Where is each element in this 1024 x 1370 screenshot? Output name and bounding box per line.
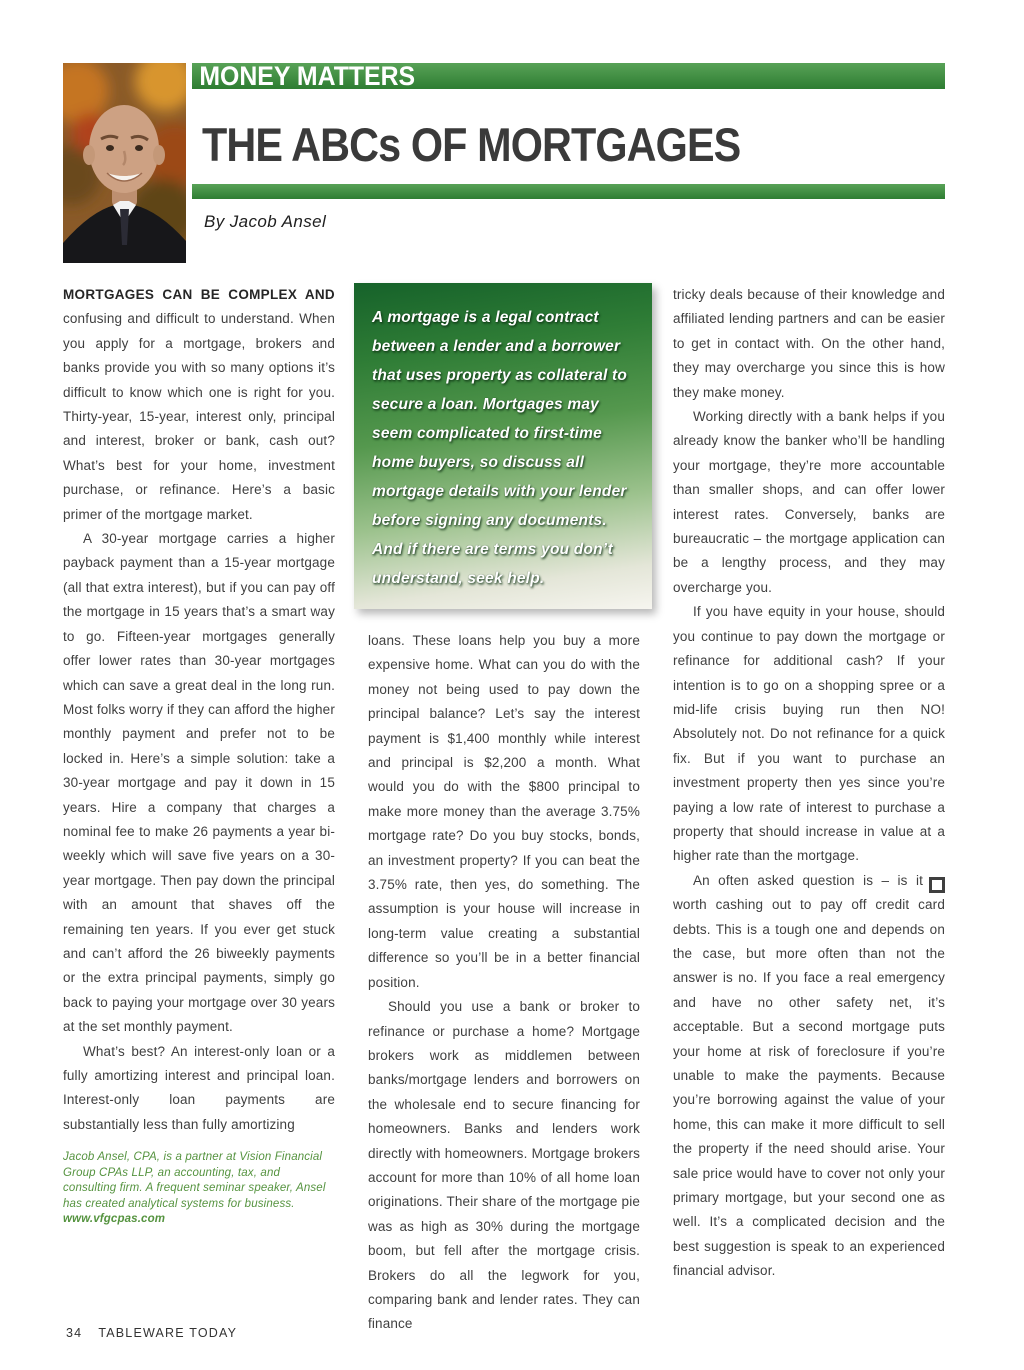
lead-in-text: MORTGAGES CAN BE COMPLEX AND: [63, 287, 335, 302]
body-paragraph: loans. These loans help you buy a more expensive home. What can you do with the money not being used to pay down the principal balance? Let’s say the interest payment is $1,400 monthly while interest and principal is $2,200 a month. What would you do with the $800 principal to make more money than the average 3.75% mortgage rate? Do you buy stocks, bonds, an investment property? If you can beat the 3.75% rate, then yes, do something. The assumption is your house will increase in long-term value creating a substantial difference so you’ll be in a better financial position.: [368, 633, 640, 990]
column-1: [63, 283, 335, 1337]
title-rule-bar: [192, 184, 945, 199]
column-2: [368, 283, 640, 1337]
page-number: 34: [66, 1326, 83, 1340]
section-title: MONEY MATTERS: [199, 60, 416, 91]
body-paragraph: Working directly with a bank helps if you already know the banker who’ll be handling your mortgage, they’re more accountable than smaller shops, and can offer lower interest rates. Conversely, banks are bureaucratic – the mortgage application can be a lengthy process, and they may overcharge you.: [673, 409, 945, 595]
article-body: [63, 283, 945, 1337]
body-paragraph: [63, 283, 335, 527]
magazine-name: TABLEWARE TODAY: [98, 1326, 238, 1340]
body-paragraph: If you have equity in your house, should you continue to pay down the mortgage or refinance for additional cash? If your intention is to go on a shopping spree or a mid-life crisis buying run then NO! Absolutely not. Do not refinance for a quick fix. But if you want to purchase an investment property then yes since you’re paying a low rate of interest to purchase a property that should increase in value at a higher rate than the mortgage.: [673, 604, 945, 864]
section-banner: [192, 60, 945, 91]
column-3: [673, 283, 945, 1337]
author-photo-illustration: [63, 63, 186, 263]
pull-quote-text: A mortgage is a legal contract between a lender and a borrower that uses property as collateral to secure a loan. Mortgages may seem complicated to first-time home buyers, so discuss all mortgage details with your lender before signing any documents. And if there are terms you don’t understand, seek help.: [372, 309, 628, 587]
author-bio-text: Jacob Ansel, CPA, is a partner at Vision Financial Group CPAs LLP, an accounting, tax, and consulting firm. A frequent seminar speaker, Ansel has created analytical systems for business.: [63, 1151, 326, 1210]
header-titles: [186, 60, 945, 263]
body-paragraph: Should you use a bank or broker to refinance or purchase a home? Mortgage brokers work as middlemen between banks/mortgage lenders and borrowers on the wholesale end to secure financing for homeowners. Banks and lenders work directly with homeowners. Mortgage brokers account for more than 10% of all home loan originations. Their share of the mortgage pie was as high as 30% during the mortgage boom, but fell after the mortgage crisis. Brokers do all the legwork for you, comparing bank and lender rates. They can finance: [368, 999, 640, 1332]
paragraph-text: An often asked question is – is it worth cashing out to pay off credit card debts. This is a tough one and depends on the case, but more often than not the answer is no. If you face a real emergency and have no other safety net, it’s acceptable. But a second mortgage puts your home at risk of foreclosure if you’re unable to make the payments. Because you’re borrowing against the value of your home, this can make it more difficult to sell the property if the need should arise. Your sale price would have to cover not only your primary mortgage, but your second one as well. It’s a complicated decision and the best suggestion is speak to an experienced financial advisor.: [673, 872, 945, 1279]
author-bio: [63, 1150, 335, 1228]
author-photo: [63, 63, 186, 263]
page-footer: [66, 1326, 237, 1340]
body-paragraph: What’s best? An interest-only loan or a fully amortizing interest and principal loan. Interest-only loan payments are substantially less than fully amortizing: [63, 1043, 335, 1132]
byline: By Jacob Ansel: [204, 212, 327, 231]
article-header: [63, 60, 945, 263]
body-paragraph: A 30-year mortgage carries a higher payback payment than a 15-year mortgage (all that extra interest), but if you can pay off the mortgage in 15 years that’s a smart way to go. Fifteen-year mortgages generally offer lower rates than 30-year mortgages which can save a great deal in the long run. Most folks worry if they can afford the higher monthly payment and prefer not to be locked in. Here’s a simple solution: take a 30-year mortgage and pay it down in 15 years. Hire a company that charges a nominal fee to make 26 payments a year bi-weekly which will save five years on a 30-year mortgage. Then pay down the principal with an amount that shaves off the remaining ten years. If you ever get stuck and can’t afford the 26 biweekly payments or the extra principal payments, simply go back to paying your mortgage over 30 years at the set monthly payment.: [63, 531, 335, 1035]
end-of-article-mark: [929, 877, 945, 893]
body-paragraph: tricky deals because of their knowledge and affiliated lending partners and can be easier to get in contact with. On the other hand, they may overcharge you since this is how they make money.: [673, 287, 945, 400]
body-paragraph: [673, 869, 945, 1284]
pull-quote-box: [354, 283, 652, 609]
paragraph-text: confusing and difficult to understand. When you apply for a mortgage, brokers and banks provide you with so many options it’s difficult to know which one is right for you. Thirty-year, 15-year, interest only, principal and interest, broker or bank, cash out? What’s best for your home, investment purchase, or refinance. Here’s a basic primer of the mortgage market.: [63, 311, 335, 522]
article-title: THE ABCs OF MORTGAGES: [202, 118, 741, 171]
author-website-link[interactable]: www.vfgcpas.com: [63, 1213, 166, 1226]
